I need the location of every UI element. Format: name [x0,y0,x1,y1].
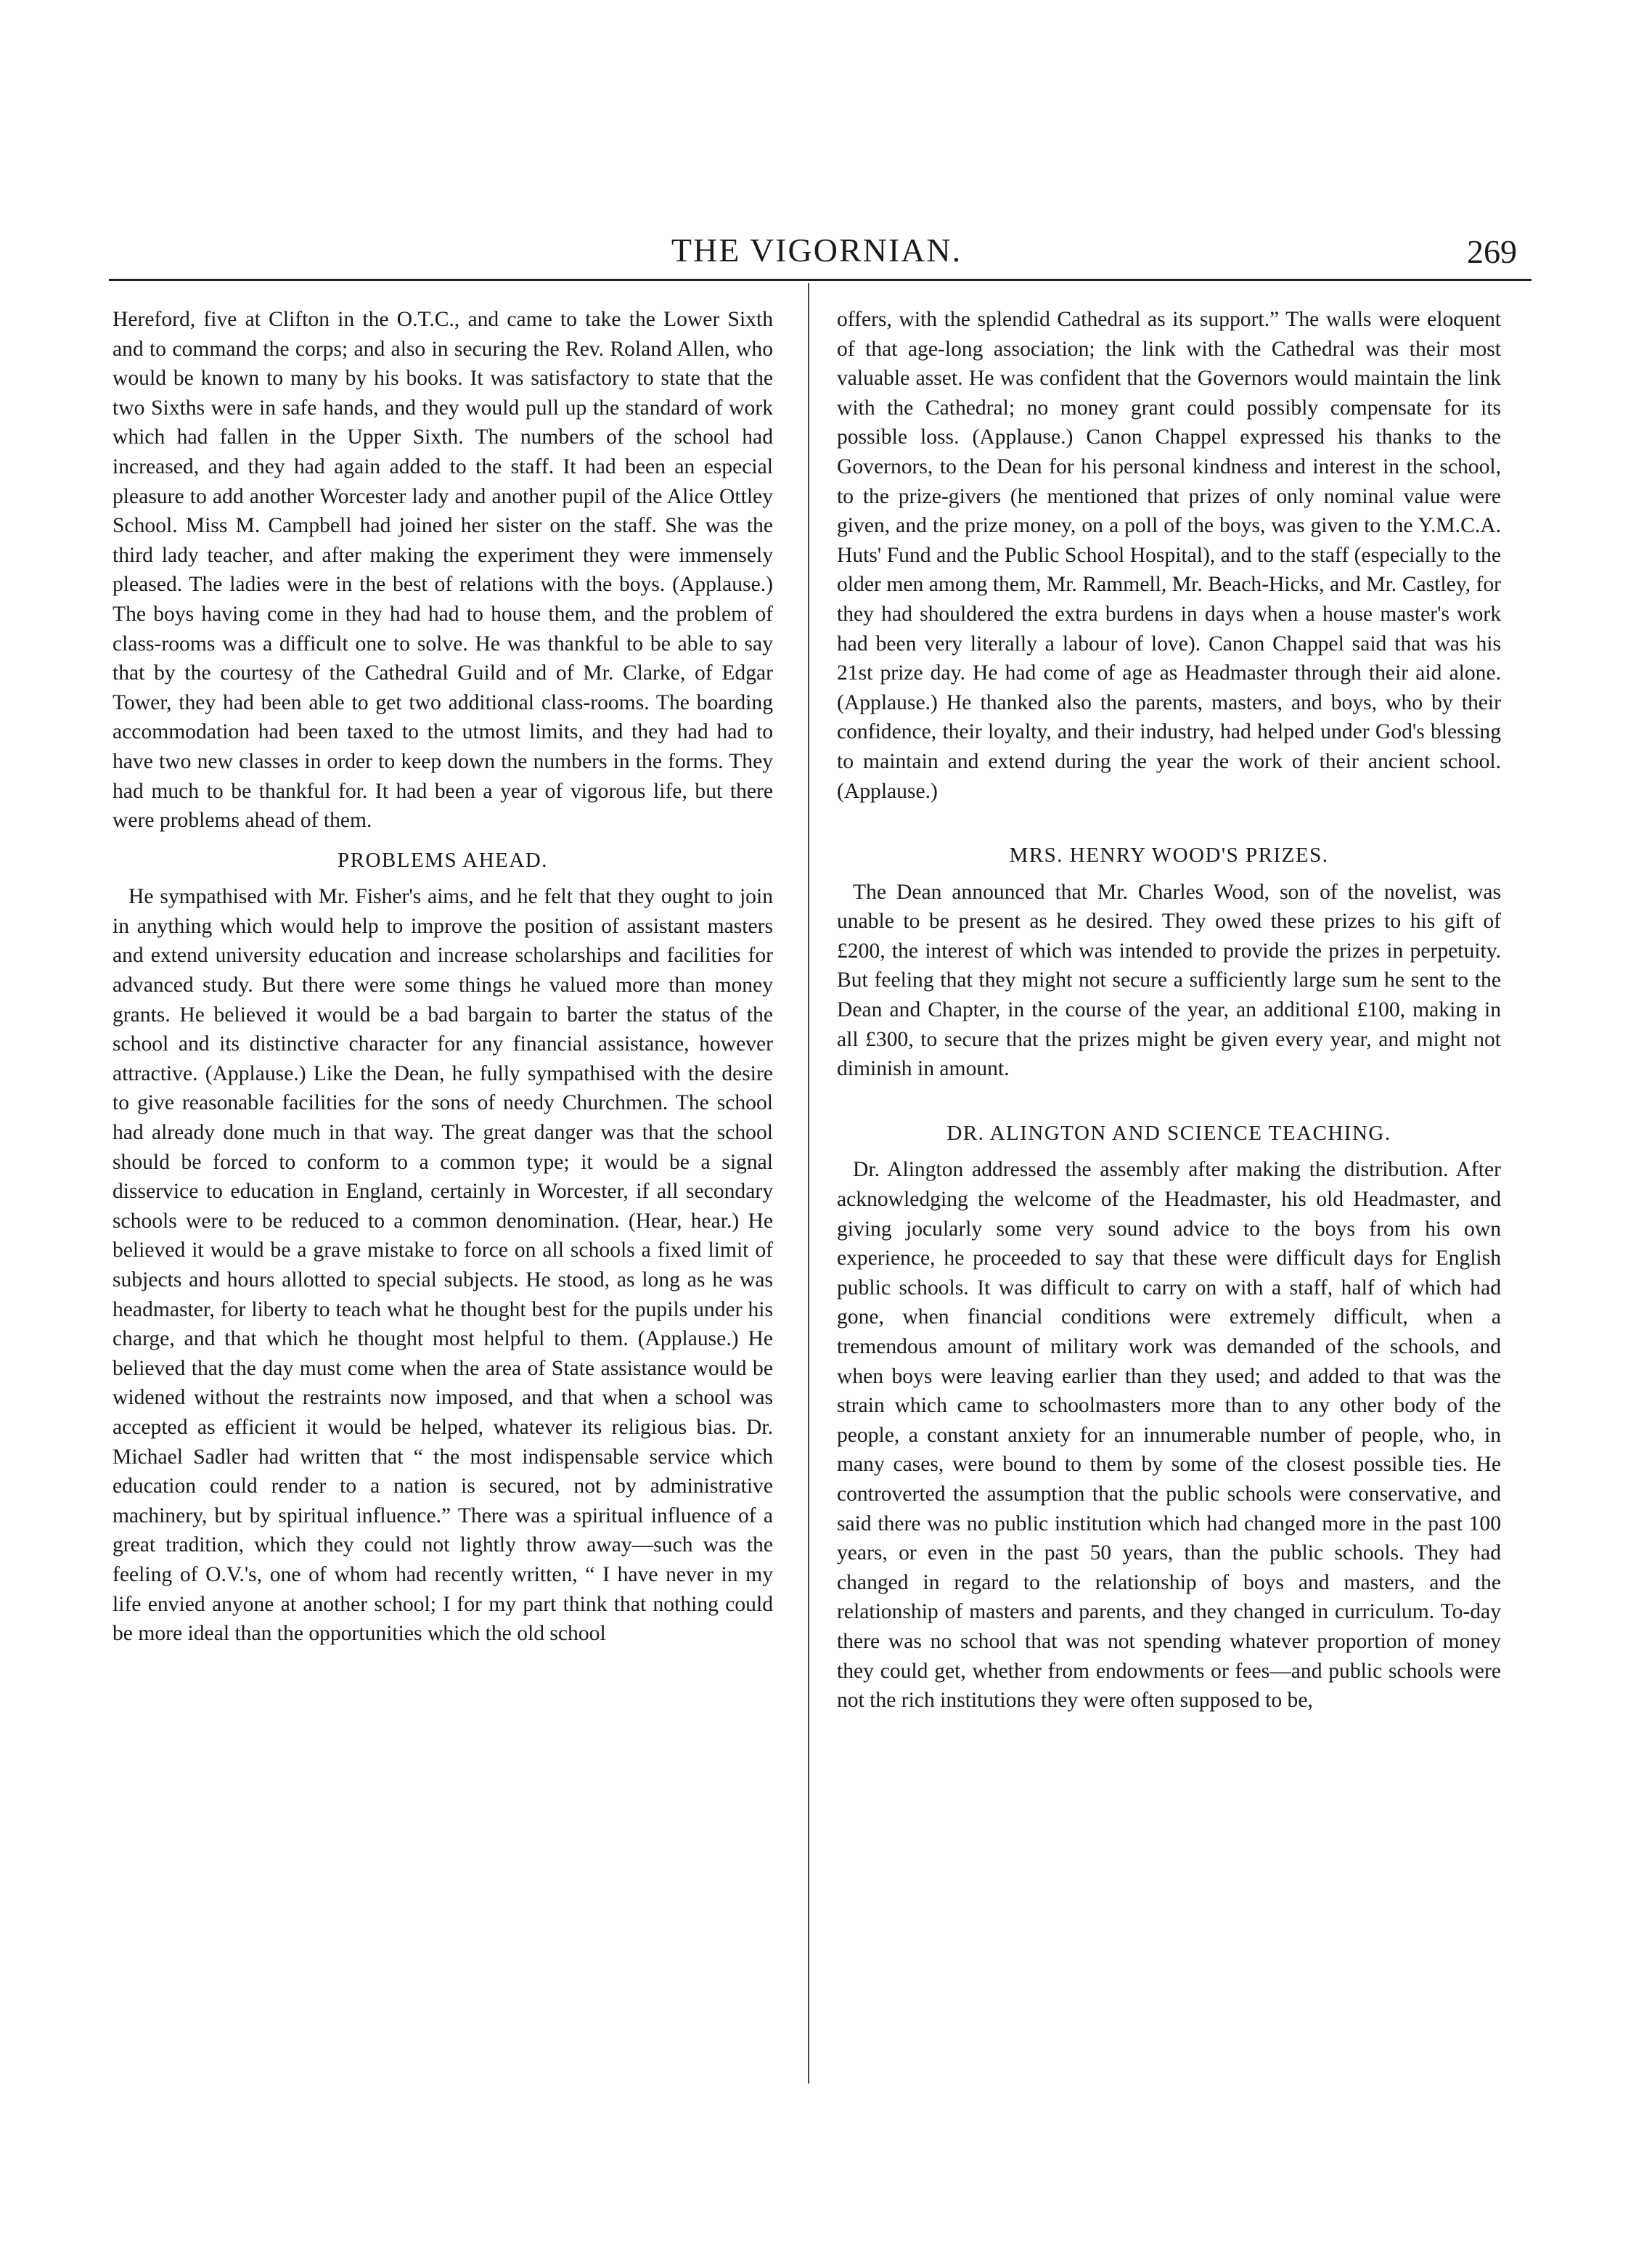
right-paragraph-2: The Dean announced that Mr. Charles Wood, son of the novelist, was unable to be present as he desired. They owed these prizes to his gift of £200, the interest of which was intended to provide the prizes in perpetuity. But feeling that they might not secure a sufficiently large sum he sent to the Dean and Chapter, in the course of the year, an additional £100, making in all £300, to secure that the prizes might be given every year, and might not diminish in amount. [837,880,1501,1081]
section-spacer [837,806,1501,831]
left-paragraph-1: Hereford, five at Clifton in the O.T.C., and came to take the Lower Sixth and to command the corps; and also in securing the Rev. Roland Allen, who would be known to many by his books. It was satisfactory to state that the two Sixths were in safe hands, and they would pull up the standard of work which had fallen in the Upper Sixth. The numbers of the school had increased, and they had again added to the staff. It had been an especial pleasure to add another Worcester lady and another pupil of the Alice Ottley School. Miss M. Campbell had joined her sister on the staff. She was the third lady teacher, and after making the experiment they were immensely pleased. The ladies were in the best of relations with the boys. (Applause.) The boys having come in they had had to house them, and the problem of class-rooms was a difficult one to solve. He was thankful to be able to say that by the courtesy of the Cathedral Guild and of Mr. Clarke, of Edgar Tower, they had been able to get two additional class-rooms. The boarding accommodation had been taxed to the utmost limits, and they had had to have two new classes in order to keep down the numbers in the forms. They had much to be thankful for. It had been a year of vigorous life, but there were problems ahead of them. [113,308,773,833]
heading-henry-wood-prizes: MRS. HENRY WOOD'S PRIZES. [1009,844,1329,868]
page-title: THE VIGORNIAN. [671,232,962,269]
page-header [109,231,1524,274]
heading-alington-science: DR. ALINGTON AND SCIENCE TEACHING. [946,1121,1391,1145]
page-number: 269 [1467,233,1517,270]
section-spacer [837,1084,1501,1109]
column-divider [808,283,809,2084]
right-column [837,305,1501,1715]
right-paragraph-3: Dr. Alington addressed the assembly after making the distribution. After acknowledging the welcome of the Headmaster, his old Headmaster, and giving jocularly some very sound advice to the boys from his own experience, he proceeded to say that these were difficult days for English public schools. It was difficult to carry on with a staff, half of which had gone, when financial conditions were extremely difficult, when a tremendous amount of military work was demanded of the schools, and when boys were leaving earlier than they used; and added to that was the strain which came to schoolmasters more than to any other body of the people, a constant anxiety for an innumerable number of people, who, in many cases, were bound to them by some of the closest possible ties. He controverted the assumption that the public schools were conservative, and said there was no public institution which had changed more in the past 100 years, or even in the past 50 years, than the public schools. They had changed in regard to the relationship of boys and masters, and the relationship of masters and parents, and they changed in curriculum. To-day there was no school that was not spending whatever proportion of money they could get, whether from endowments or fees—and public schools were not the rich institutions they were often supposed to be, [837,1158,1501,1713]
left-column [113,305,773,1649]
header-rule [109,279,1532,281]
heading-problems-ahead: PROBLEMS AHEAD. [338,848,548,872]
left-paragraph-2: He sympathised with Mr. Fisher's aims, and he felt that they ought to join in anything which would help to improve the position of assistant masters and extend university education and increase scholarships and facilities for advanced study. But there were some things he valued more than money grants. He believed it would be a bad bargain to barter the status of the school and its distinctive character for any financial assistance, however attractive. (Applause.) Like the Dean, he fully sympathised with the desire to give reasonable facilities for the sons of needy Churchmen. The school had already done much in that way. The great danger was that the school should be forced to conform to a common type; it would be a signal disservice to education in England, certainly in Worcester, if all secondary schools were to be reduced to a common denomination. (Hear, hear.) He believed it would be a grave mistake to force on all schools a fixed limit of subjects and hours allotted to special subjects. He stood, as long as he was headmaster, for liberty to teach what he thought best for the pupils under his charge, and that which he thought most helpful to them. (Applause.) He believed that the day must come when the area of State assistance would be widened without the restraints now imposed, and that when a school was accepted as efficient it would be helped, whatever its religious bias. Dr. Michael Sadler had written that “ the most indispensable service which education could render to a nation is secured, not by administrative machinery, but by spiritual influence.” There was a spiritual influence of a great tradition, which they could not lightly throw away—such was the feeling of O.V.'s, one of whom had recently written, “ I have never in my life envied anyone at another school; I for my part think that nothing could be more ideal than the opportunities which the old school [113,885,773,1646]
right-paragraph-1: offers, with the splendid Cathedral as its support.” The walls were eloquent of that age-long association; the link with the Cathedral was their most valuable asset. He was confident that the Governors would maintain the link with the Cathedral; no money grant could possibly compensate for its possible loss. (Applause.) Canon Chappel expressed his thanks to the Governors, to the Dean for his personal kindness and interest in the school, to the prize-givers (he mentioned that prizes of only nominal value were given, and the prize money, on a poll of the boys, was given to the Y.M.C.A. Huts' Fund and the Public School Hospital), and to the staff (especially to the older men among them, Mr. Rammell, Mr. Beach-Hicks, and Mr. Castley, for they had shouldered the extra burdens in days when a house master's work had been very literally a labour of love). Canon Chappel said that was his 21st prize day. He had come of age as Headmaster through their aid alone. (Applause.) He thanked also the parents, masters, and boys, who by their confidence, their loyalty, and their industry, had helped under God's blessing to maintain and extend during the year the work of their ancient school. (Applause.) [837,308,1501,803]
